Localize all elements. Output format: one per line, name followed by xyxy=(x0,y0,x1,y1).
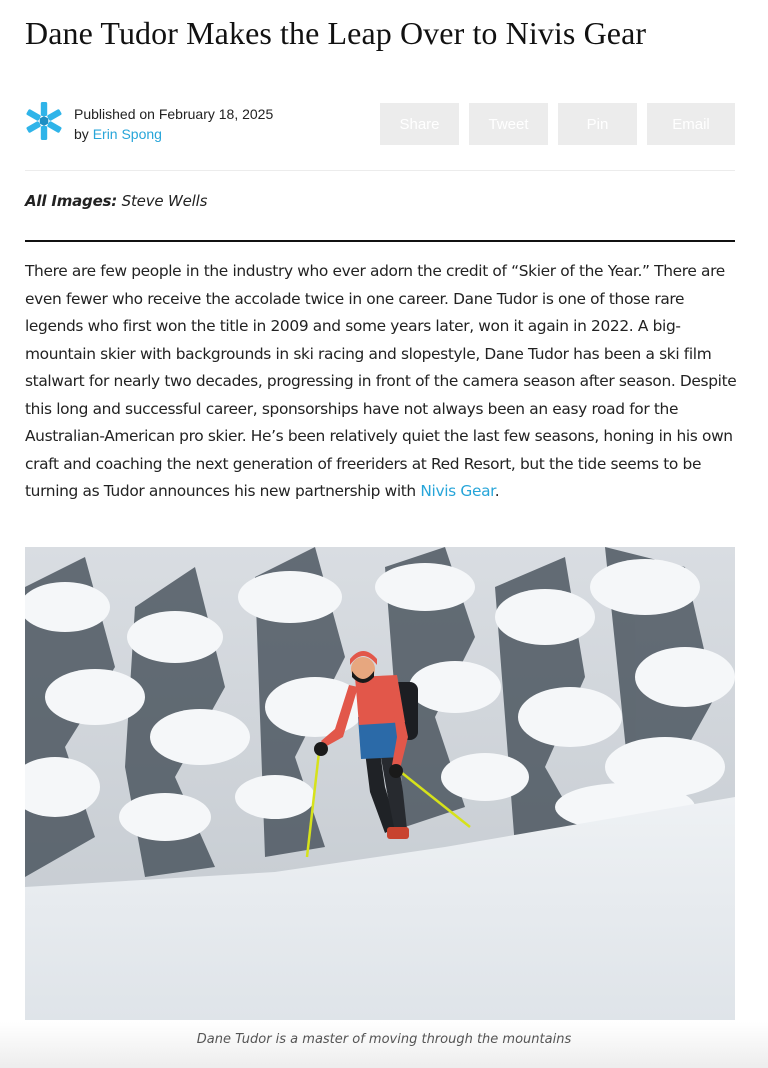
by-prefix: by xyxy=(74,126,89,142)
caption-text: Dane Tudor is a master of moving through the mountains xyxy=(196,1032,572,1047)
published-prefix: Published on xyxy=(74,106,155,122)
skier-photo-illustration xyxy=(25,547,735,1020)
divider xyxy=(25,170,735,171)
published-date: February 18, 2025 xyxy=(158,106,274,122)
share-button[interactable]: Share xyxy=(380,103,459,145)
author-line xyxy=(74,124,273,144)
nivis-gear-link[interactable]: Nivis Gear xyxy=(420,482,495,500)
photo-caption xyxy=(0,1022,768,1068)
credit-name: Steve Wells xyxy=(121,192,208,210)
published-line xyxy=(74,104,273,124)
credit-label: All Images: xyxy=(25,192,118,210)
tweet-button[interactable]: Tweet xyxy=(469,103,548,145)
section-divider xyxy=(25,240,735,242)
article-body xyxy=(25,258,737,506)
body-end: . xyxy=(494,482,500,500)
image-credit xyxy=(25,192,207,210)
byline xyxy=(25,102,355,142)
author-link[interactable]: Erin Spong xyxy=(92,126,162,142)
pin-button[interactable]: Pin xyxy=(558,103,637,145)
body-paragraph: There are few people in the industry who ever adorn the credit of “Skier of the Year.” There are even fewer who receive the accolade twice in one career. Dane Tudor is one of those rare legends who first won the title in 2009 and some years later, won it again in 2022. A big-mountain skier with backgrounds in ski racing and slopestyle, Dane Tudor has been a ski film stalwart for nearly two decades, progressing in front of the camera season after season. Despite this long and successful career, sponsorships have not always been an easy road for the Australian-American pro skier. He’s been relatively quiet the last few seasons, honing in his own craft and coaching the next generation of freeriders at Red Resort, but the tide seems to be turning as Tudor announces his new partnership with xyxy=(25,262,737,500)
snowflake-logo-icon[interactable] xyxy=(25,102,63,140)
byline-text xyxy=(74,104,273,144)
article-photo xyxy=(25,547,735,1020)
email-button[interactable]: Email xyxy=(647,103,735,145)
article-title: Dane Tudor Makes the Leap Over to Nivis Gear xyxy=(25,15,647,51)
